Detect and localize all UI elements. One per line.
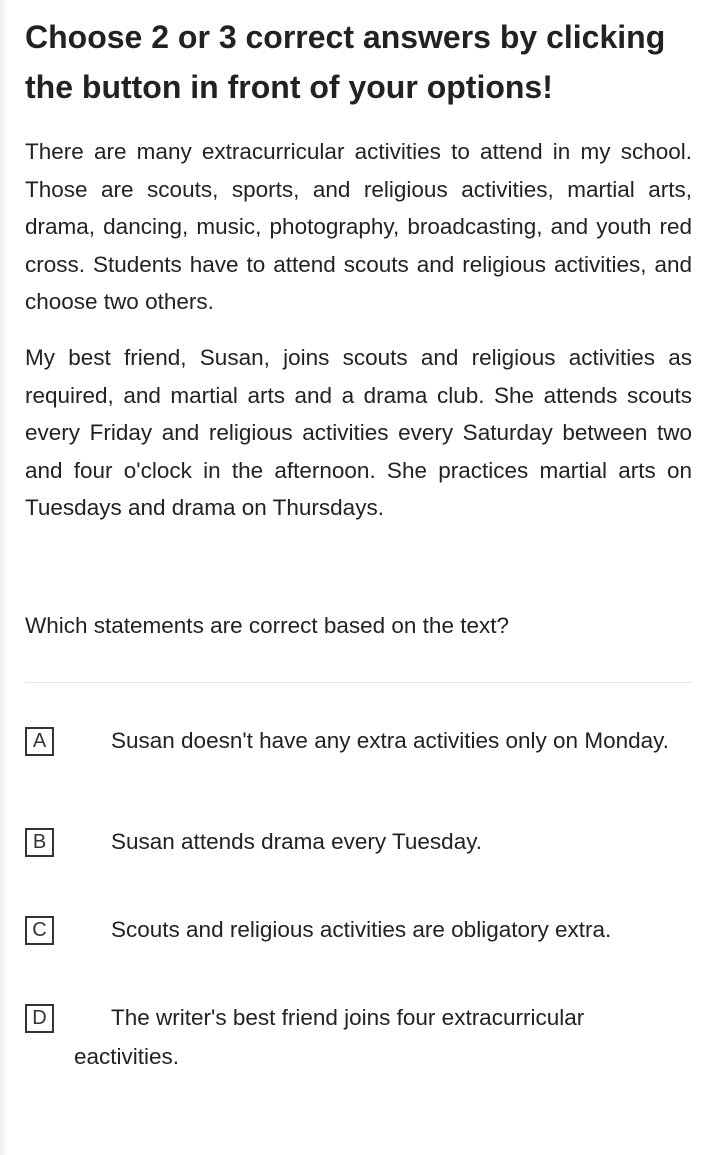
quiz-content: [25, 0, 692, 1069]
option-d: [25, 1004, 692, 1082]
option-c-text: Scouts and religious activities are obligatory extra.: [111, 916, 612, 942]
option-a: [25, 727, 692, 766]
option-c: [25, 916, 692, 955]
option-a-button[interactable]: A: [25, 727, 54, 756]
instruction-heading: Choose 2 or 3 correct answers by clicking the button in front of your options!: [25, 19, 666, 105]
option-d-text: The writer's best friend joins four extracurricular eactivities.: [74, 1004, 585, 1069]
question-text: Which statements are correct based on the text?: [25, 612, 509, 638]
option-a-text: Susan doesn't have any extra activities only on Monday.: [111, 727, 669, 753]
divider: [25, 682, 692, 683]
passage-paragraph-2: My best friend, Susan, joins scouts and religious activities as required, and martial arts and a drama club. She attends scouts every Friday and religious activities every Saturday between two and four o'clock in the afternoon. She practices martial arts on Tuesdays and drama on Thursdays.: [25, 344, 692, 521]
option-b-button[interactable]: B: [25, 828, 54, 857]
passage-paragraph-1: There are many extracurricular activities to attend in my school. Those are scouts, sports, and religious activities, martial arts, drama, dancing, music, photography, broadcasting, and youth red cross. Students have to attend scouts and religious activities, and choose two others.: [25, 139, 692, 315]
option-b: [25, 828, 692, 867]
option-d-button[interactable]: D: [25, 1004, 54, 1033]
option-b-text: Susan attends drama every Tuesday.: [111, 828, 483, 854]
left-edge-shadow: [0, 0, 8, 1155]
option-c-button[interactable]: C: [25, 916, 54, 945]
